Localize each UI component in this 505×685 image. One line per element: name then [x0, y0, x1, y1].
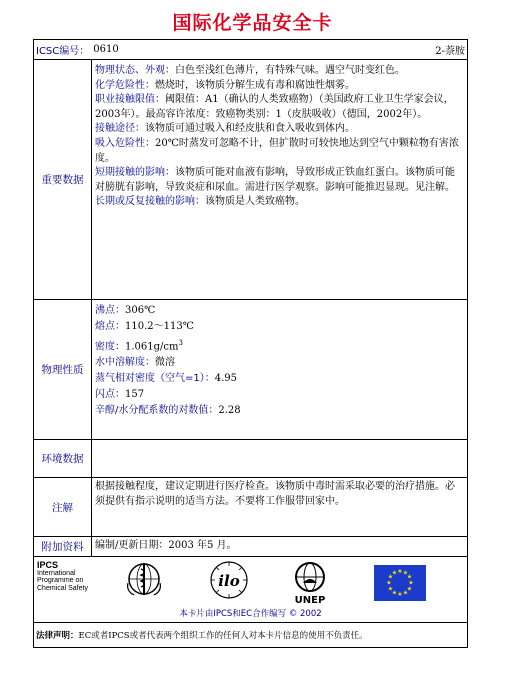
exposure-routes-text: 该物质可通过吸入和经皮肤和食入吸收到体内。 — [145, 123, 355, 135]
short-term-effects-text: 该物质可能对血液有影响，导致形成正铁血红蛋白。该物质可能对膀胱有影响，导致炎症和尿血。需进行医学观察。影响可能推迟显现。见注解。 — [95, 167, 455, 193]
icsc-number: 0610 — [93, 44, 119, 55]
icsc-header-row — [34, 40, 467, 60]
notes-label: 注解 — [34, 478, 92, 536]
unep-label: UNEP — [294, 595, 326, 605]
disclaimer-text: EC或者IPCS或者代表两个组织工作的任何人对本卡片信息的使用不负责任。 — [78, 631, 368, 641]
svg-text:★: ★ — [387, 573, 394, 581]
melting-point-label: 熔点： — [95, 321, 125, 332]
svg-text:★: ★ — [402, 589, 409, 597]
vapor-density-label: 蒸气相对密度（空气=1）： — [95, 373, 215, 385]
card-credit: 本卡片由IPCS和EC合作编写 © 2002 — [179, 609, 322, 619]
important-data-label: 重要数据 — [34, 60, 92, 299]
chemical-hazard-label: 化学危险性： — [95, 79, 155, 91]
exposure-limits-label: 职业接触限值： — [95, 94, 165, 106]
important-data-content — [92, 60, 467, 299]
ipcs-line-3: Chemical Safety — [37, 584, 88, 592]
environmental-data-content — [92, 440, 467, 477]
long-term-effects-label: 长期或反复接触的影响： — [95, 196, 205, 208]
ipcs-title: IPCS — [37, 560, 59, 570]
physical-properties-row — [34, 300, 467, 440]
eu-flag-icon — [374, 565, 426, 601]
physical-state-text: 白色至浅红色薄片，有特殊气味。遇空气时变红色。 — [175, 65, 405, 76]
environmental-data-label: 环境数据 — [34, 440, 92, 477]
svg-text:★: ★ — [391, 589, 398, 597]
svg-text:★: ★ — [386, 579, 392, 587]
solubility-label: 水中溶解度： — [95, 357, 155, 369]
environmental-data-row — [34, 440, 467, 478]
svg-text:★: ★ — [391, 569, 398, 577]
boiling-point-label: 沸点： — [95, 305, 125, 316]
unep-logo-icon — [289, 561, 331, 605]
who-logo-icon — [124, 561, 164, 599]
svg-text:★: ★ — [406, 573, 413, 581]
solubility-value: 微溶 — [155, 357, 175, 369]
icsc-number-label: ICSC编号： — [36, 46, 90, 57]
notes-row — [34, 478, 467, 537]
chemical-name: 2-萘胺 — [435, 46, 465, 57]
svg-text:★: ★ — [406, 585, 413, 593]
melting-point-value: 110.2～113℃ — [125, 321, 194, 332]
density-label: 密度： — [95, 341, 125, 353]
svg-text:★: ★ — [397, 568, 403, 575]
ipcs-logo-text — [37, 562, 88, 592]
physical-properties-label: 物理性质 — [34, 300, 92, 439]
additional-info-text: 编制/更新日期：2003 年5 月。 — [95, 540, 237, 552]
important-data-row — [34, 60, 467, 300]
log-kow-value: 2.28 — [218, 405, 241, 417]
physical-state-label: 物理状态、外观： — [95, 65, 175, 76]
vapor-density-value: 4.95 — [214, 373, 238, 385]
chemical-hazard-text: 燃烧时，该物质分解生成有毒和腐蚀性烟雾。 — [155, 79, 355, 91]
svg-text:★: ★ — [387, 585, 394, 593]
additional-info-label: 附加资料 — [34, 537, 92, 556]
legal-disclaimer — [34, 623, 467, 647]
notes-text: 根据接触程度，建议定期进行医疗检查。该物质中毒时需采取必要的治疗措施。必须提供有指示说明的适当方法。不要将工作服带回家中。 — [95, 481, 455, 507]
physical-properties-content — [92, 300, 467, 439]
log-kow-label: 辛醇/水分配系数的对数值： — [95, 405, 219, 417]
inhalation-risk-text: 20℃时蒸发可忽略不计，但扩散时可较快地达到空气中颗粒物有害浓度。 — [95, 137, 459, 164]
disclaimer-label: 法律声明： — [36, 631, 79, 641]
flash-point-value: 157 — [125, 389, 145, 401]
flash-point-label: 闪点： — [95, 389, 125, 401]
density-exponent: 3 — [178, 339, 183, 347]
svg-text:★: ★ — [408, 579, 414, 587]
short-term-effects-label: 短期接触的影响： — [95, 167, 175, 179]
exposure-routes-label: 接触途径： — [95, 123, 145, 135]
svg-text:ilo: ilo — [218, 572, 240, 590]
long-term-effects-text: 该物质是人类致癌物。 — [205, 196, 305, 208]
svg-text:★: ★ — [402, 569, 409, 577]
boiling-point-value: 306℃ — [125, 305, 156, 316]
svg-text:★: ★ — [397, 591, 403, 598]
density-value: 1.061g/cm — [125, 341, 179, 353]
inhalation-risk-label: 吸入危险性： — [95, 137, 155, 149]
page-title: 国际化学品安全卡 — [172, 12, 333, 34]
ipcs-line-2: Programme on — [37, 577, 84, 584]
footer-logos — [34, 557, 467, 623]
icsc-card — [33, 39, 468, 648]
ipcs-line-1: International — [37, 569, 76, 577]
additional-info-row — [34, 537, 467, 557]
ilo-logo-icon — [208, 561, 250, 601]
exposure-limits-text: 阈限值：A1（确认的人类致癌物）（美国政府工业卫生学家会议，2003年）。最高容许浓度：致癌物类别：1（皮肤吸收）（德国，2002年）。 — [95, 94, 454, 120]
